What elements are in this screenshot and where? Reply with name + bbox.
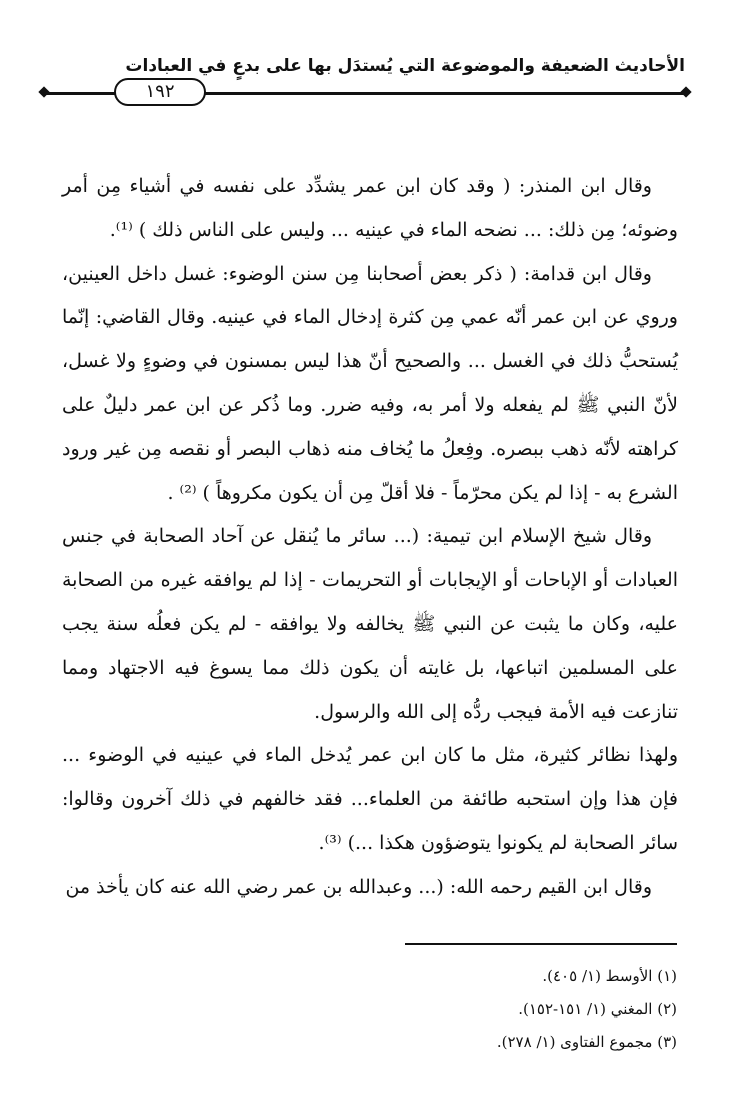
header-ornament-right	[680, 86, 691, 97]
footnote-2: (٢) المغني (١/ ١٥١-١٥٢).	[518, 1000, 677, 1018]
header-rule-left	[44, 92, 116, 95]
paragraph-nazair: ولهذا نظائر كثيرة، مثل ما كان ابن عمر يُدخل الماء في عينيه في الوضوء ... فإن هذا وإن استحبه طائفة من العلماء... فقد خالفهم في ذلك آخرون وقالوا: سائر الصحابة لم يكونوا يتوضؤون هكذا ...) ⁽³⁾.	[62, 744, 678, 854]
paragraph-ibn-al-qayyim: وقال ابن القيم رحمه الله: (... وعبدالله بن عمر رضي الله عنه كان يأخذ من	[65, 875, 652, 898]
page-number: ١٩٢	[114, 78, 206, 106]
header-rule-right	[204, 92, 684, 95]
paragraph-ibn-taymiyyah: وقال شيخ الإسلام ابن تيمية: (... سائر ما يُنقل عن آحاد الصحابة في جنس العبادات أو الإباحات أو الإيجابات أو التحريمات - إذا لم يوافقه غيره من الصحابة عليه، وكان ما يثبت عن النبي ﷺ يخالفه ولا يوافقه - لم يكن فعلُه سنة يجب على المسلمين اتباعها، بل غايته أن يكون ذلك مما يسوغ فيه الاجتهاد ومما تنازعت فيه الأمة فيجب ردُّه إلى الله والرسول.	[62, 525, 678, 723]
header-title: الأحاديث الضعيفة والموضوعة التي يُستدَل بها على بدعٍ في العبادات	[125, 56, 685, 76]
footnote-separator	[405, 943, 677, 945]
paragraph-ibn-al-mundhir: وقال ابن المنذر: ( وقد كان ابن عمر يشدِّد على نفسه في أشياء مِن أمر وضوئه؛ مِن ذلك: ... نضحه الماء في عينيه ... وليس على الناس ذلك ) ⁽¹⁾.	[62, 175, 678, 241]
main-text	[62, 165, 678, 910]
footnote-1: (١) الأوسط (١/ ٤٠٥).	[542, 967, 677, 985]
footnotes	[257, 960, 677, 1059]
footnote-3: (٣) مجموع الفتاوى (١/ ٢٧٨).	[496, 1033, 677, 1051]
paragraph-ibn-qudamah: وقال ابن قدامة: ( ذكر بعض أصحابنا مِن سنن الوضوء: غسل داخل العينين، وروي عن ابن عمر أنّه عمي مِن كثرة إدخال الماء في عينيه. وقال القاضي: إنّما يُستحبُّ ذلك في الغسل ... والصحيح أنّ هذا ليس بمسنون في وضوءٍ ولا غسل، لأنّ النبي ﷺ لم يفعله ولا أمر به، وفيه ضرر. وما ذُكر عن ابن عمر دليلٌ على كراهته لأنّه ذهب ببصره. وفِعلُ ما يُخاف منه ذهاب البصر أو نقصه مِن غير ورود الشرع به - إذا لم يكن محرّماً - فلا أقلّ مِن أن يكون مكروهاً ) ⁽²⁾ .	[62, 262, 678, 504]
